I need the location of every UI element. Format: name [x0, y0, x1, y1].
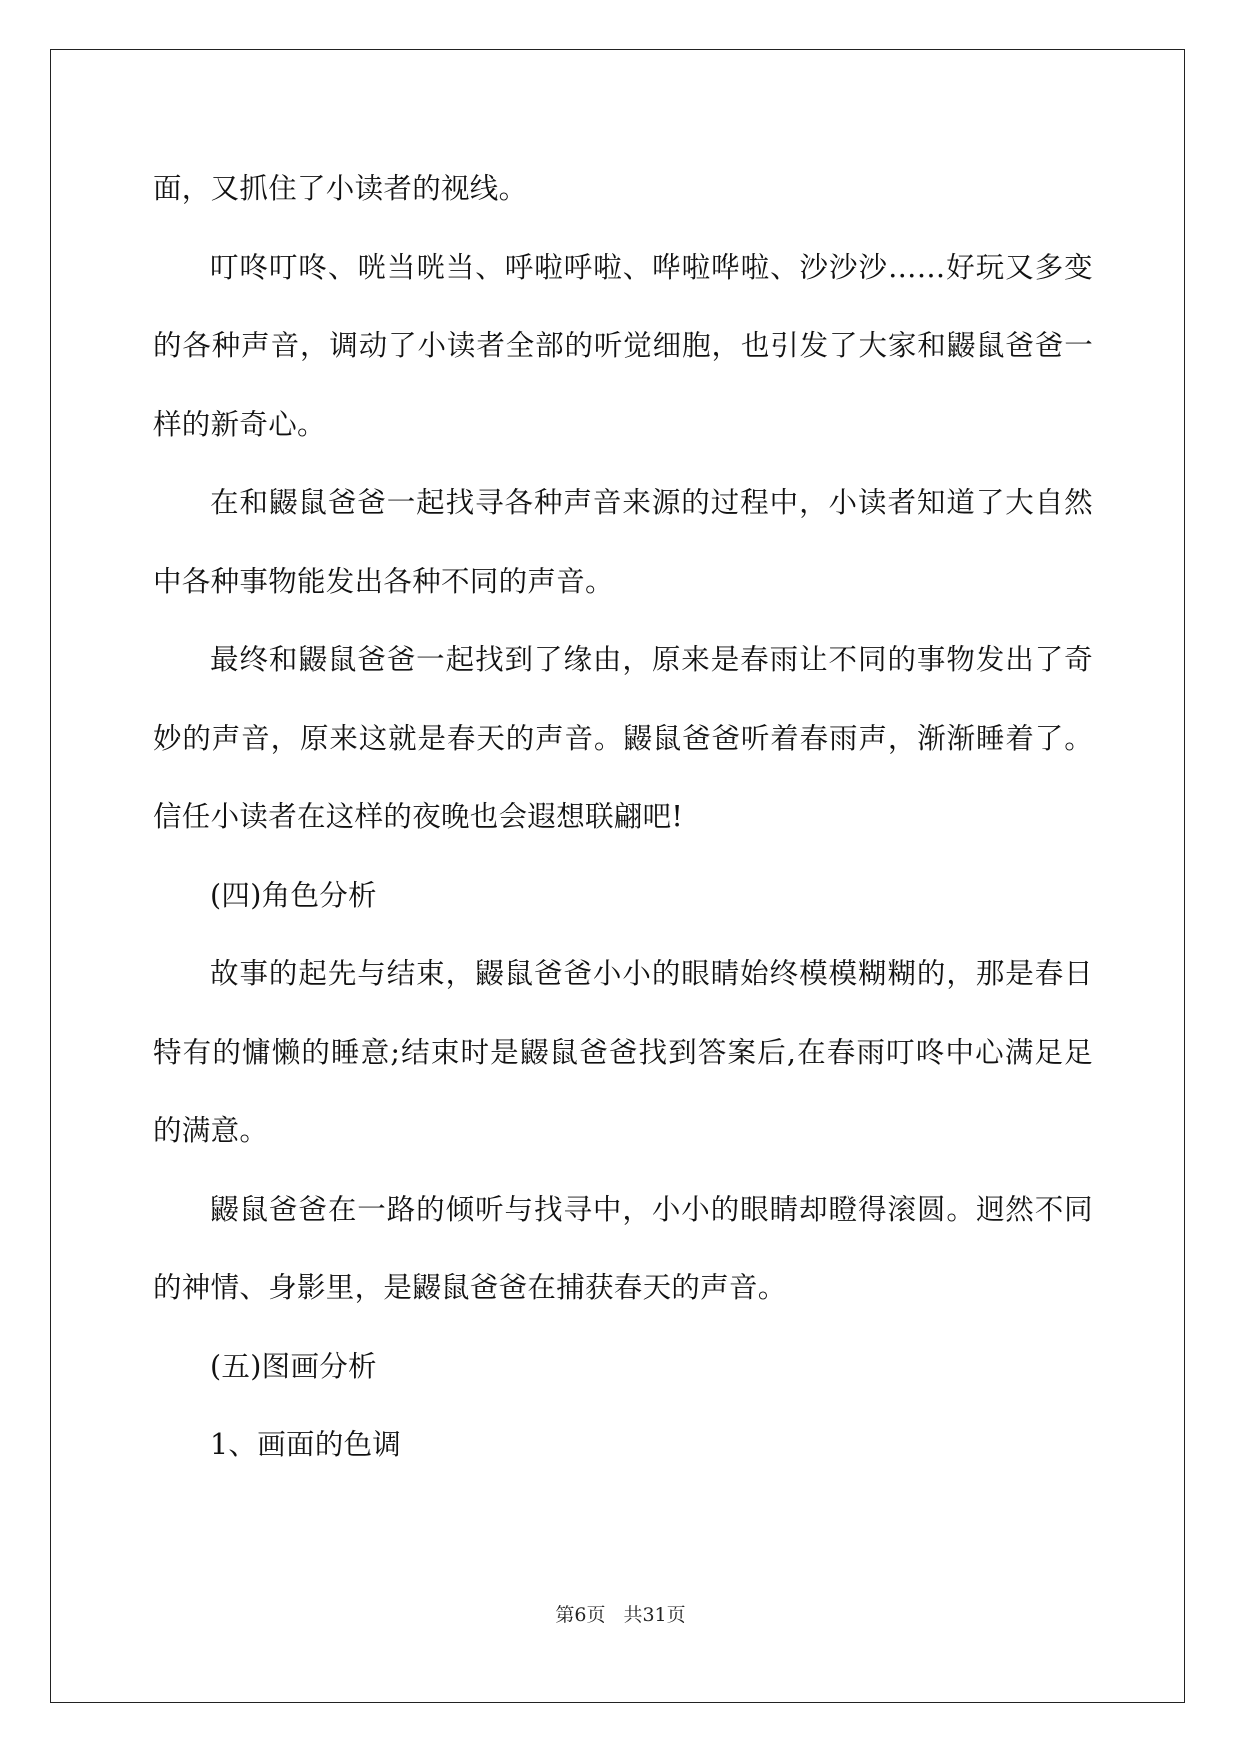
- page-footer: [0, 1600, 1241, 1627]
- paragraph: 在和鼹鼠爸爸一起找寻各种声音来源的过程中，小读者知道了大自然中各种事物能发出各种不同的声音。: [153, 486, 1093, 598]
- section-heading: (四)角色分析: [210, 878, 377, 912]
- document-body: [153, 150, 1093, 1485]
- subsection-heading: 1、画面的色调: [210, 1428, 402, 1461]
- paragraph: 最终和鼹鼠爸爸一起找到了缘由，原来是春雨让不同的事物发出了奇妙的声音，原来这就是春天的声音。鼹鼠爸爸听着春雨声，渐渐睡着了。信任小读者在这样的夜晚也会遐想联翩吧!: [153, 643, 1093, 833]
- paragraph: 面，又抓住了小读者的视线。: [153, 172, 528, 205]
- page-total: 共31页: [623, 1604, 686, 1626]
- page-number: 第6页: [555, 1604, 606, 1626]
- paragraph: 故事的起先与结束，鼹鼠爸爸小小的眼睛始终模模糊糊的，那是春日特有的慵懒的睡意;结束时是鼹鼠爸爸找到答案后,在春雨叮咚中心满足足的满意。: [153, 957, 1093, 1147]
- paragraph: 鼹鼠爸爸在一路的倾听与找寻中，小小的眼睛却瞪得滚圆。迥然不同的神情、身影里，是鼹鼠爸爸在捕获春天的声音。: [153, 1192, 1093, 1304]
- paragraph: 叮咚叮咚、咣当咣当、呼啦呼啦、哗啦哗啦、沙沙沙……好玩又多变的各种声音，调动了小读者全部的听觉细胞，也引发了大家和鼹鼠爸爸一样的新奇心。: [153, 250, 1093, 441]
- section-heading: (五)图画分析: [210, 1349, 377, 1383]
